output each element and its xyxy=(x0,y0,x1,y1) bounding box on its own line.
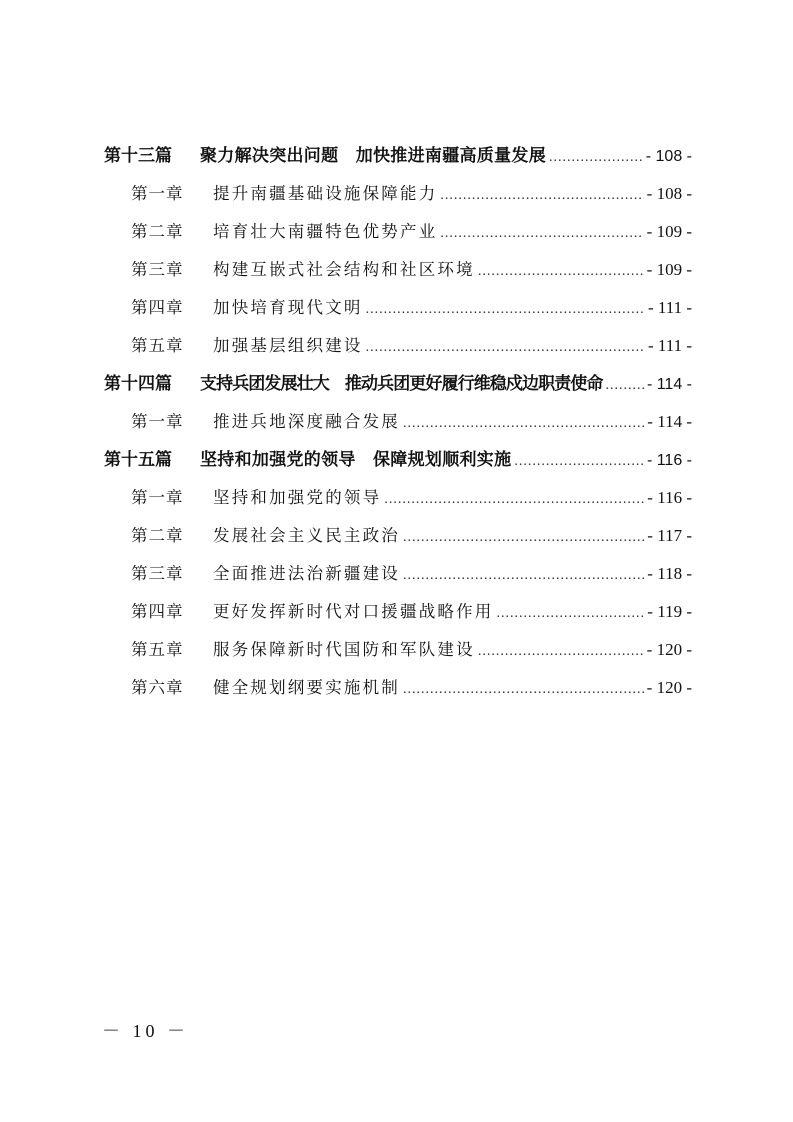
toc-chapter-entry[interactable] xyxy=(104,289,692,327)
toc-chapter-label: 第五章 xyxy=(131,640,184,659)
toc-page-number: - 118 - xyxy=(647,564,692,583)
toc-chapter-entry[interactable] xyxy=(104,213,692,251)
toc-dot-leader xyxy=(366,291,645,329)
toc-dot-leader xyxy=(403,671,644,709)
toc-chapter-entry[interactable] xyxy=(104,517,692,555)
toc-page-number: - 117 - xyxy=(647,526,692,545)
toc-chapter-label: 第一章 xyxy=(131,184,184,203)
toc-chapter-label: 第四章 xyxy=(131,298,184,317)
toc-part-label: 第十三篇 xyxy=(104,146,172,166)
toc-part-entry[interactable] xyxy=(104,441,692,479)
toc-part-label: 第十五篇 xyxy=(104,450,172,470)
toc-dot-leader xyxy=(497,595,645,633)
toc-chapter-entry[interactable] xyxy=(104,479,692,517)
toc-chapter-entry[interactable] xyxy=(104,327,692,365)
toc-dot-leader xyxy=(549,139,643,177)
toc-page-number: - 109 - xyxy=(646,222,692,241)
toc-chapter-title: 提升南疆基础设施保障能力 xyxy=(213,184,438,203)
toc-dot-leader xyxy=(403,557,644,595)
toc-chapter-title: 服务保障新时代国防和军队建设 xyxy=(213,640,475,659)
toc-chapter-title: 健全规划纲要实施机制 xyxy=(213,678,400,697)
toc-page-number: - 120 - xyxy=(646,640,692,659)
toc-chapter-label: 第三章 xyxy=(131,260,184,279)
toc-chapter-entry[interactable] xyxy=(104,631,692,669)
toc-page-number: - 116 - xyxy=(647,488,692,507)
table-of-contents xyxy=(104,137,692,707)
toc-chapter-title: 加快培育现代文明 xyxy=(213,298,363,317)
toc-chapter-label: 第六章 xyxy=(131,678,184,697)
toc-part-title: 支持兵团发展壮大 推动兵团更好履行维稳戍边职责使命 xyxy=(200,374,603,394)
toc-dot-leader xyxy=(440,215,643,253)
toc-chapter-label: 第一章 xyxy=(131,412,184,431)
toc-chapter-label: 第五章 xyxy=(131,336,184,355)
toc-part-title: 聚力解决突出问题 加快推进南疆高质量发展 xyxy=(200,146,546,166)
toc-chapter-title: 加强基层组织建设 xyxy=(213,336,363,355)
toc-page-number: - 109 - xyxy=(646,260,692,279)
toc-page-number: - 120 - xyxy=(646,678,692,697)
toc-page-number: - 114 - xyxy=(647,412,692,431)
toc-dot-leader xyxy=(384,481,644,519)
toc-page-number: - 108 - xyxy=(646,184,692,203)
toc-chapter-title: 推进兵地深度融合发展 xyxy=(213,412,400,431)
toc-part-entry[interactable] xyxy=(104,137,692,175)
toc-chapter-entry[interactable] xyxy=(104,251,692,289)
toc-chapter-title: 培育壮大南疆特色优势产业 xyxy=(213,222,438,241)
toc-page-number: - 114 - xyxy=(646,376,692,393)
toc-dot-leader xyxy=(478,633,644,671)
page-footer-number: － 10 － xyxy=(102,1021,189,1041)
toc-dot-leader xyxy=(606,367,644,405)
toc-chapter-entry[interactable] xyxy=(104,669,692,707)
toc-chapter-entry[interactable] xyxy=(104,403,692,441)
toc-page-number: - 111 - xyxy=(647,298,692,317)
toc-page-number: - 116 - xyxy=(646,452,692,469)
toc-page-number: - 108 - xyxy=(645,148,692,165)
toc-dot-leader xyxy=(403,519,644,557)
toc-chapter-title: 更好发挥新时代对口援疆战略作用 xyxy=(213,602,494,621)
toc-dot-leader xyxy=(514,443,644,481)
toc-chapter-title: 坚持和加强党的领导 xyxy=(213,488,382,507)
toc-chapter-title: 构建互嵌式社会结构和社区环境 xyxy=(213,260,475,279)
toc-page-number: - 119 - xyxy=(647,602,692,621)
toc-chapter-label: 第二章 xyxy=(131,222,184,241)
toc-part-entry[interactable] xyxy=(104,365,692,403)
toc-dot-leader xyxy=(366,329,645,367)
toc-part-title: 坚持和加强党的领导 保障规划顺利实施 xyxy=(200,450,512,470)
toc-chapter-entry[interactable] xyxy=(104,175,692,213)
toc-dot-leader xyxy=(403,405,644,443)
toc-chapter-title: 全面推进法治新疆建设 xyxy=(213,564,400,583)
toc-chapter-label: 第二章 xyxy=(131,526,184,545)
toc-chapter-entry[interactable] xyxy=(104,593,692,631)
toc-part-label: 第十四篇 xyxy=(104,374,172,394)
toc-chapter-label: 第四章 xyxy=(131,602,184,621)
toc-dot-leader xyxy=(478,253,644,291)
toc-chapter-entry[interactable] xyxy=(104,555,692,593)
toc-chapter-title: 发展社会主义民主政治 xyxy=(213,526,400,545)
toc-chapter-label: 第三章 xyxy=(131,564,184,583)
toc-dot-leader xyxy=(440,177,643,215)
toc-page-number: - 111 - xyxy=(647,336,692,355)
toc-chapter-label: 第一章 xyxy=(131,488,184,507)
